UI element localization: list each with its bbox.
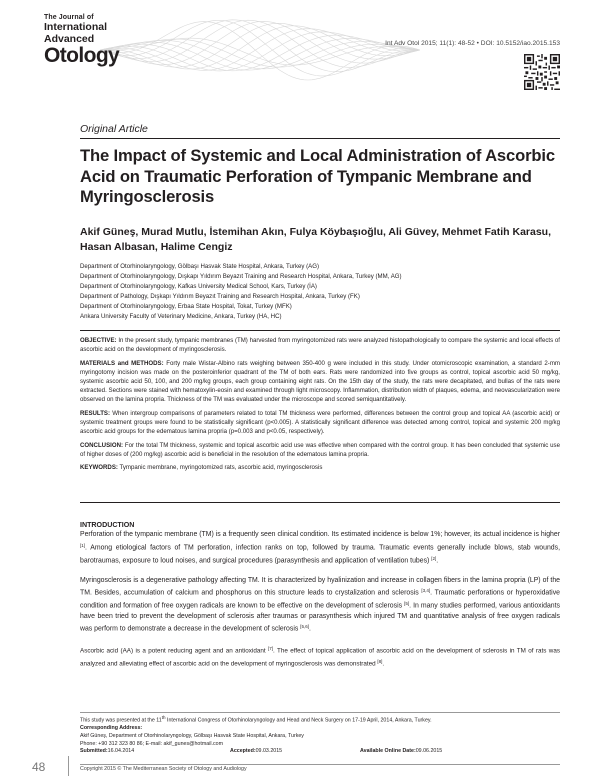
intro-p2-text-b: . Traumatic perforations or hyperoxidative condition and formation of free oxygen radicals are known to be effective on the development of sclerosis	[80, 589, 560, 610]
corresponding-contact: Phone: +90 312 323 80 86; E-mail: akif_gunes@hotmail.com	[80, 740, 224, 747]
corresponding-heading: Corresponding Address:	[80, 725, 143, 732]
accepted-label: Accepted:	[230, 748, 256, 755]
conclusion-heading: CONCLUSION:	[80, 441, 123, 449]
wave-line	[100, 20, 420, 67]
keywords-heading: KEYWORDS:	[80, 464, 118, 472]
affiliation-item: Department of Otorhinolaryngology, Dışkapı Yıldırım Beyazıt Training and Research Hospital, Ankara, Turkey (MM, AG)	[80, 273, 402, 280]
copyright-notice: Copyright 2015 © The Mediterranean Society of Otology and Audiology	[80, 766, 247, 772]
affiliation-item: Department of Otorhinolaryngology, Erbaa State Hospital, Tokat, Turkey (MFK)	[80, 303, 292, 310]
qr-code-icon	[524, 54, 560, 90]
intro-p1-text-c: .	[436, 557, 439, 565]
intro-paragraph-1	[80, 530, 560, 566]
presented-text-a: This study was presented at the 11	[80, 717, 162, 724]
citation-ref: [3,4]	[421, 588, 431, 594]
logo-line-3: Advanced	[44, 32, 95, 45]
wave-line	[100, 20, 420, 76]
title-divider	[80, 138, 560, 139]
wave-line	[100, 22, 420, 80]
article-title: The Impact of Systemic and Local Administration of Ascorbic Acid on Traumatic Perforation of Tympanic Membrane and Myringosclerosis	[80, 146, 555, 206]
authors-line-2: Hasan Albasan, Halime Cengiz	[80, 241, 233, 253]
intro-p2-text-d: .	[309, 625, 311, 633]
methods-heading: MATERIALS and METHODS:	[80, 359, 164, 367]
affiliation-item: Ankara University Faculty of Veterinary Medicine, Ankara, Turkey (HA, HC)	[80, 313, 282, 320]
submitted-label: Submitted:	[80, 748, 108, 755]
presentation-note	[80, 714, 560, 725]
conclusion-text: For the total TM thickness, systemic and topical ascorbic acid use was effective when compared with the control group. It has been concluded that systemic use of higher doses of (200 mg/kg) ascorbic acid is beneficial in the resolution of the edematous lamina propria.	[80, 441, 560, 458]
submitted-value: 16.04.2014	[107, 748, 135, 755]
abstract-keywords	[80, 463, 560, 472]
affiliation-item: Department of Otorhinolaryngology, Kafkas University Medical School, Kars, Turkey (İA)	[80, 283, 317, 290]
wave-line	[100, 29, 420, 71]
footnote-divider	[80, 712, 560, 713]
introduction-heading: INTRODUCTION	[80, 521, 135, 529]
logo-line-1: The Journal of	[44, 14, 94, 21]
intro-p2-text-c: . In many studies performed, various antioxidants have been tried to prevent the development of sclerosis after traumas or parasynthesis which injured TM and quantitative analysis of free oxygen radicals was perform to demonstrate a decrease in the development of sclerosis	[80, 602, 561, 633]
accepted-date	[230, 748, 360, 756]
citation-doi: Int Adv Otol 2015; 11(1): 48-52 • DOI: 10.5152/iao.2015.153	[385, 40, 560, 47]
affiliation-item: Department of Pathology, Dışkapı Yıldırım Beyazıt Training and Research Hospital, Ankara, Turkey (FK)	[80, 293, 360, 300]
logo-line-4: Otology	[44, 44, 120, 67]
affiliations	[80, 262, 560, 322]
abstract-results	[80, 409, 560, 437]
submitted-date	[80, 748, 230, 756]
dates-row	[80, 748, 560, 756]
citation-ref: [7]	[268, 646, 274, 652]
keywords-text: Tympanic membrane, myringotomized rats, ascorbic acid, myringosclerosis	[117, 464, 323, 472]
wave-line	[100, 35, 420, 71]
page-number-divider	[68, 756, 69, 776]
online-value: 09.06.2015	[415, 748, 443, 755]
abstract-objective	[80, 336, 560, 354]
online-date	[360, 748, 442, 756]
copyright-divider	[80, 764, 560, 765]
citation-ref: [2]	[431, 555, 437, 561]
intro-p3-text-a: Ascorbic acid (AA) is a potent reducing agent and an antioxidant	[80, 647, 269, 655]
abstract-bottom-divider	[80, 502, 560, 503]
logo-line-2: International	[44, 21, 108, 33]
author-list	[80, 225, 560, 255]
citation-ref: [5,6]	[300, 624, 309, 630]
intro-p2-text-a: Myringosclerosis is a degenerative pathology affecting TM. It is characterized by hyalinization and increase in collagen fibers in the lamina propria (LP) of the TM. Besides, accumulation of calcium and phosphorus on this structure leads to crystalization and sclerosis	[80, 576, 560, 597]
wave-line	[100, 20, 420, 72]
abstract	[80, 336, 560, 477]
objective-heading: OBJECTIVE:	[80, 337, 117, 344]
online-label: Available Online Date:	[360, 748, 416, 755]
accepted-value: 09.03.2015	[255, 748, 283, 755]
journal-logo	[44, 14, 119, 66]
authors-line-1: Akif Güneş, Murad Mutlu, İstemihan Akın, Fulya Köybaşıoğlu, Ali Güvey, Mehmet Fatih Karasu,	[80, 226, 552, 238]
affiliation-item: Department of Otorhinolaryngology, Gölbaşı Hasvak State Hospital, Ankara, Turkey (AG)	[80, 263, 320, 270]
abstract-methods	[80, 359, 560, 405]
citation-ref: [8]	[377, 659, 383, 665]
presented-text-b: International Congress of Otorhinolaryngology and Head and Neck Surgery on 17-19 April, 2014, Ankara, Turkey.	[165, 717, 432, 724]
results-heading: RESULTS:	[80, 409, 111, 417]
results-text: When intergroup comparisons of parameters related to total TM thickness were performed, differences between the control group and topical AA (ascorbic acid) or systemic treatment groups were found to be statistically significant (p<0.005). A statistically significant difference was detected among control, topical and systemic 200 mg/kg ascorbic acid groups for the edematous lamina propria (p=0.003 and p<0.05, respectively).	[80, 409, 560, 436]
intro-paragraph-2	[80, 576, 560, 636]
abstract-conclusion	[80, 441, 560, 459]
intro-paragraph-3	[80, 644, 560, 670]
abstract-top-divider	[80, 330, 560, 331]
intro-p3-text-c: .	[382, 660, 385, 668]
intro-p1-text-a: Perforation of the tympanic membrane (TM) is a frequently seen clinical condition. Its estimated incidence is below 1%; however, its actual incidence is higher	[80, 531, 560, 539]
article-type: Original Article	[80, 123, 148, 135]
corresponding-name: Akif Güneş, Department of Otorhinolaryngology, Gölbaşı Hasvak State Hospital, Ankara, Turkey	[80, 732, 304, 739]
objective-text: In the present study, tympanic membranes (TM) harvested from myringotomized rats were analyzed histopathologically to compare the systemic and local effects of ascorbic acid on the development of myringosclerosis.	[80, 337, 560, 354]
intro-p3-text-b: . The effect of topical application of ascorbic acid on the development of sclerosis in TM of rats was analyzed and alleviating effect of ascorbic acid on the development of myringosclerosis was demonstrated	[80, 647, 560, 668]
citation-ref: [5]	[404, 600, 410, 606]
citation-ref: [1]	[80, 542, 86, 548]
introduction-section	[80, 520, 560, 679]
intro-p1-text-b: . Among etiological factors of TM perforation, infection ranks on top, followed by trauma. Traumatic events generally include blows, stab wounds, barotraumas, exposure to loud noises, and surgical procedures (parasynthesis and application of ventilation tubes)	[80, 544, 560, 565]
footnotes	[80, 714, 560, 756]
presented-ordinal: th	[161, 715, 166, 720]
page-number: 48	[32, 760, 46, 774]
methods-text: Forty male Wistar-Albino rats weighing between 350-400 g were included in this study. Under otomicroscopic examination, a standard 2-mm myringotomy incision was made on the posteroinferior quadrant of the TM of both ears. Rats were randomized into five groups as control, topical ascorbic acid 50 mg/kg, systemic ascorbic acid 50, 100, and 200 mg/kg groups, each group containing eight rats. On the 15th day of the study, the rats were decapitated, and bullas of the rats were extracted. Sections were stained with hematoxylin-eosin and examined through light microscopy. Inflammation, distribution width of plaques, edema, and neovascularization were observed on the lamina propria. Thickness of the TM was evaluated under the microscope and scored semiquantitatively.	[80, 359, 560, 404]
